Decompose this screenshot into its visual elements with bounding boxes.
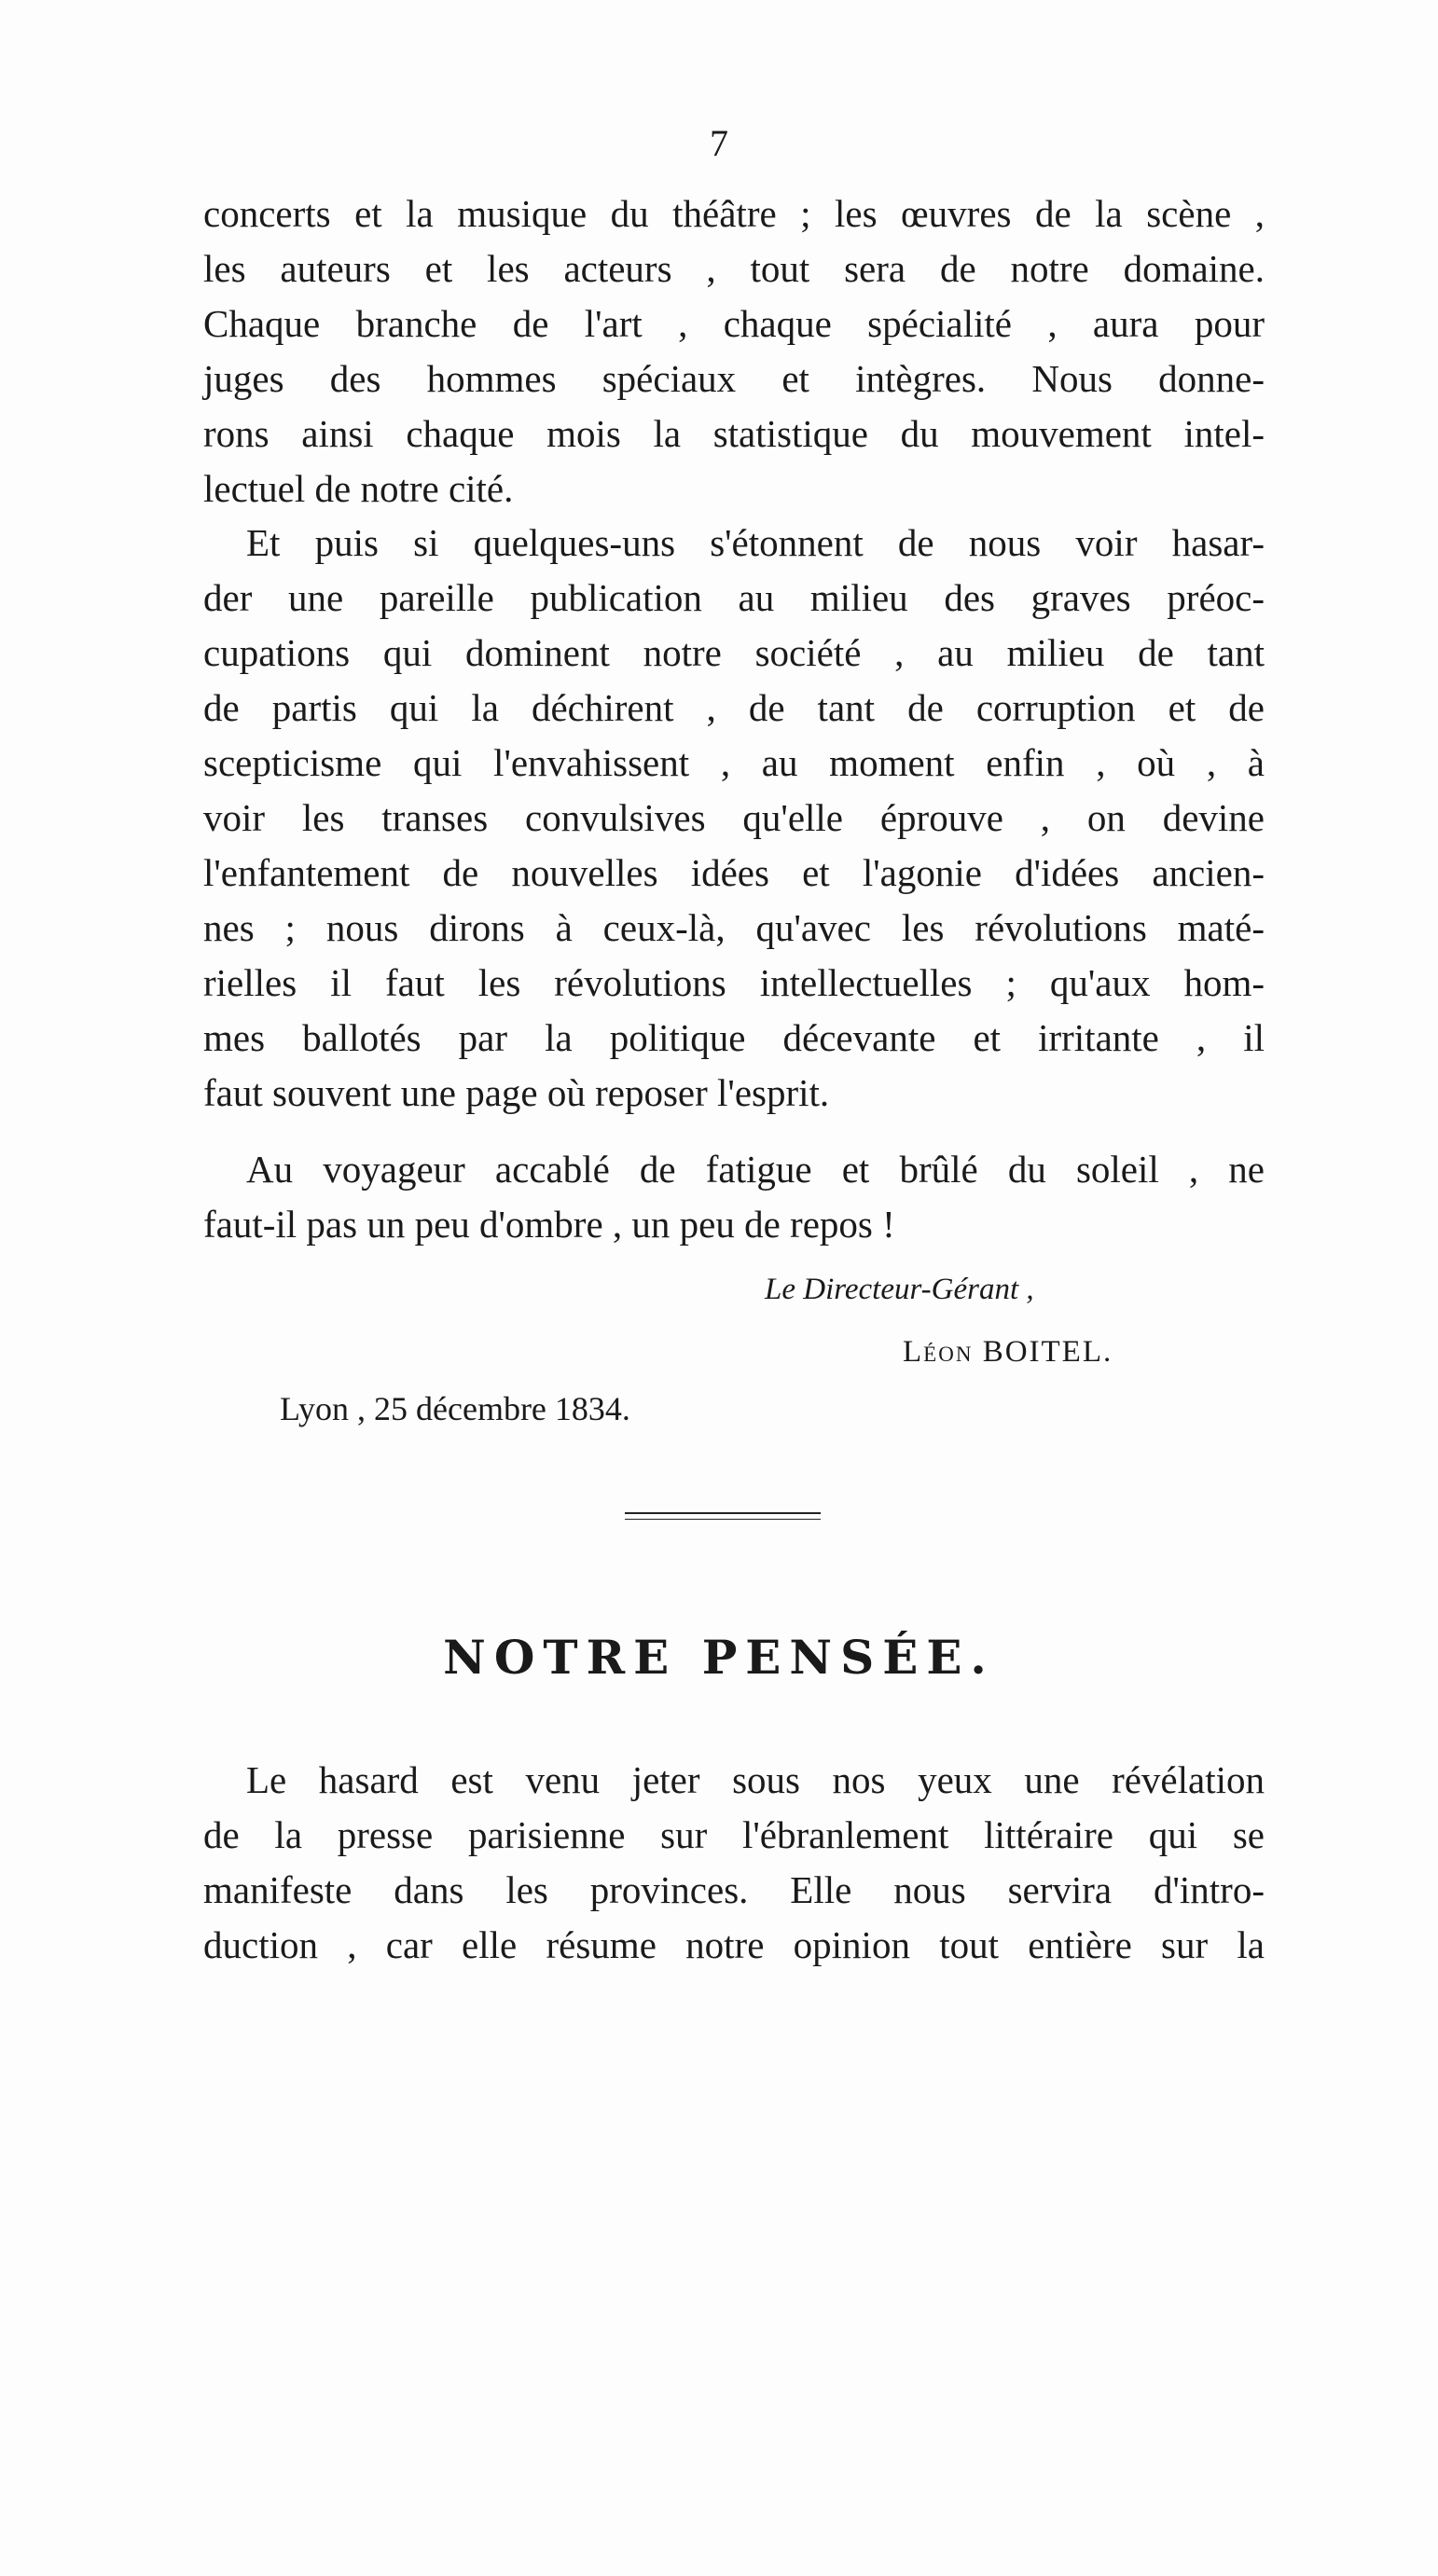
text-line: juges des hommes spéciaux et intègres. Nous donne- bbox=[203, 357, 1265, 400]
text-line: duction , car elle résume notre opinion tout entière sur la bbox=[203, 1923, 1265, 1966]
text-line: Chaque branche de l'art , chaque spécialité , aura pour bbox=[203, 302, 1265, 345]
text-line: lectuel de notre cité. bbox=[203, 467, 514, 510]
text-line: Le hasard est venu jeter sous nos yeux une révélation bbox=[246, 1758, 1265, 1801]
signature-name bbox=[903, 1335, 1113, 1370]
text-line: Et puis si quelques-uns s'étonnent de nous voir hasar- bbox=[246, 521, 1265, 564]
text-line: les auteurs et les acteurs , tout sera de notre domaine. bbox=[203, 247, 1265, 290]
second-paragraph bbox=[203, 516, 1265, 1121]
section-title: NOTRE PENSÉE. bbox=[443, 1630, 995, 1685]
text-line: mes ballotés par la politique décevante et irritante , il bbox=[203, 1016, 1265, 1059]
text-line: l'enfantement de nouvelles idées et l'agonie d'idées ancien- bbox=[203, 851, 1265, 894]
signature-first-name: Léon bbox=[903, 1335, 974, 1369]
text-line: Au voyageur accablé de fatigue et brûlé du soleil , ne bbox=[246, 1148, 1265, 1191]
text-line: de la presse parisienne sur l'ébranlement littéraire qui se bbox=[203, 1813, 1265, 1856]
page-number: 7 bbox=[710, 122, 728, 164]
text-line: de partis qui la déchirent , de tant de corruption et de bbox=[203, 686, 1265, 729]
text-line: rons ainsi chaque mois la statistique du mouvement intel- bbox=[203, 412, 1265, 455]
dateline: Lyon , 25 décembre 1834. bbox=[280, 1390, 630, 1427]
text-line: faut-il pas un peu d'ombre , un peu de repos ! bbox=[203, 1203, 895, 1246]
text-line: faut souvent une page où reposer l'esprit. bbox=[203, 1071, 830, 1114]
signature-last-name: BOITEL. bbox=[982, 1335, 1113, 1369]
third-paragraph bbox=[203, 1142, 1265, 1252]
text-line: nes ; nous dirons à ceux-là, qu'avec les révolutions maté- bbox=[203, 906, 1265, 949]
pensee-paragraph bbox=[203, 1753, 1265, 1973]
text-line: der une pareille publication au milieu des graves préoc- bbox=[203, 576, 1265, 619]
text-line: manifeste dans les provinces. Elle nous servira d'intro- bbox=[203, 1868, 1265, 1911]
text-line: concerts et la musique du théâtre ; les œuvres de la scène , bbox=[203, 192, 1265, 235]
text-line: voir les transes convulsives qu'elle éprouve , on devine bbox=[203, 796, 1265, 839]
text-line: cupations qui dominent notre société , au milieu de tant bbox=[203, 631, 1265, 674]
text-line: rielles il faut les révolutions intellectuelles ; qu'aux hom- bbox=[203, 961, 1265, 1004]
section-divider bbox=[625, 1512, 821, 1520]
intro-paragraph bbox=[203, 186, 1265, 517]
text-line: scepticisme qui l'envahissent , au moment enfin , où , à bbox=[203, 741, 1265, 784]
signature-title: Le Directeur-Gérant , bbox=[765, 1273, 1034, 1306]
